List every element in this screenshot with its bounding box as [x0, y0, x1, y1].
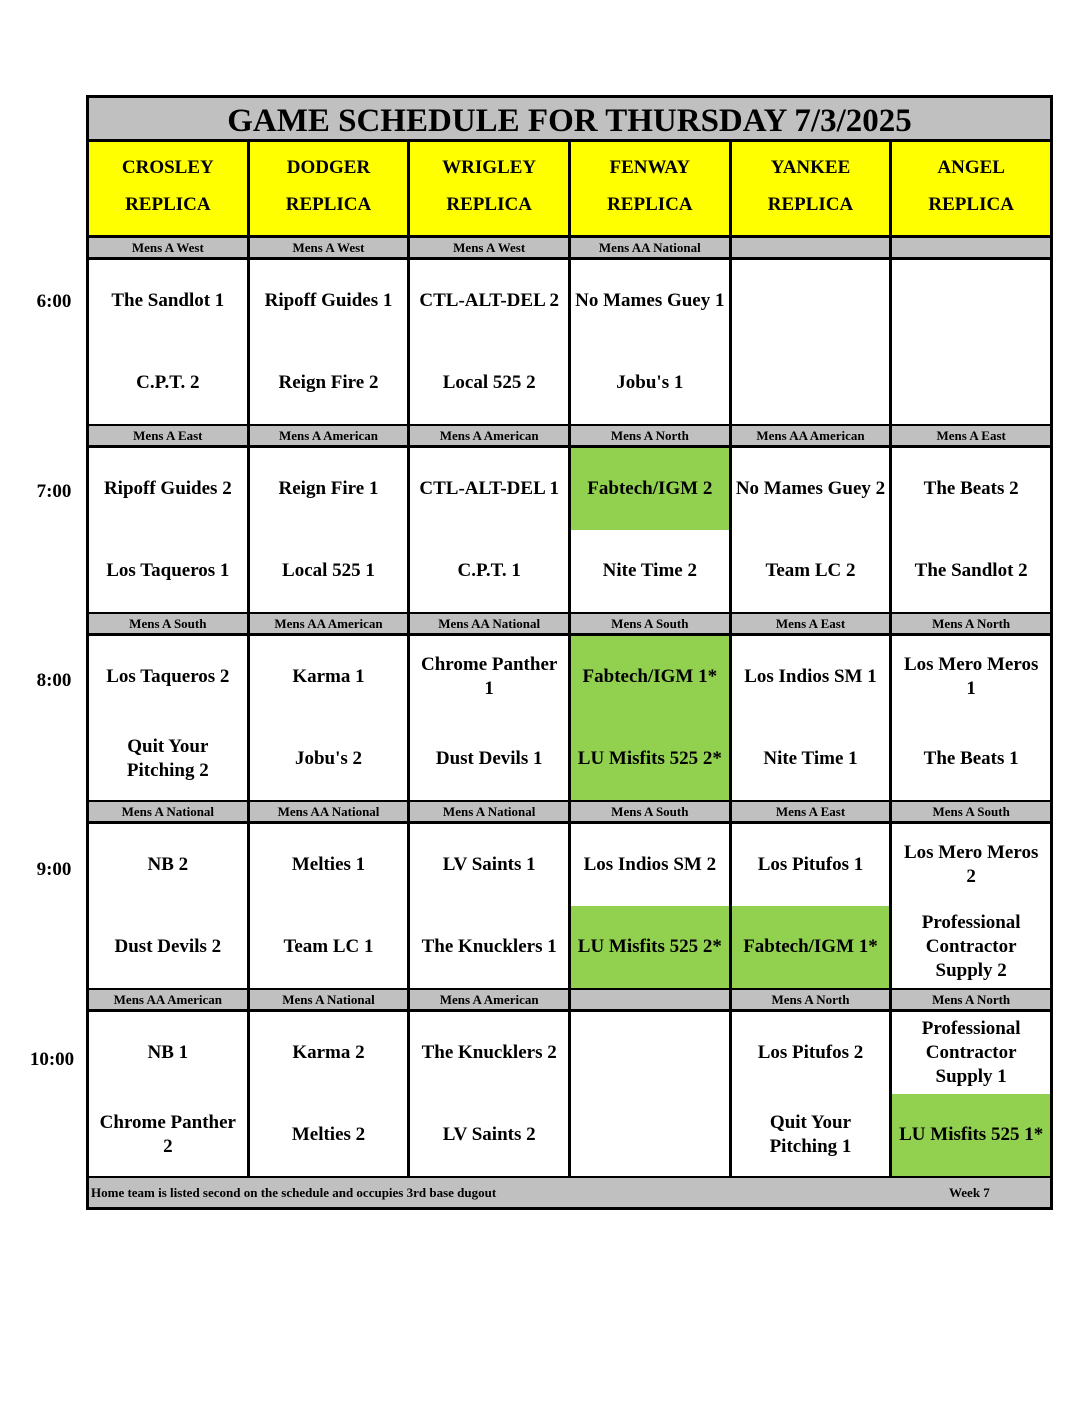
- division-label: Mens A National: [250, 990, 408, 1009]
- division-label: Mens A South: [571, 614, 729, 633]
- away-team: Professional Contractor Supply 1: [892, 1012, 1050, 1094]
- division-label: Mens A North: [892, 614, 1050, 633]
- game-cell: [571, 260, 729, 424]
- field-header-yankee: [732, 142, 890, 235]
- field-name: DODGER: [286, 157, 371, 178]
- time-label: 10:00: [29, 1049, 75, 1070]
- game-cell: [410, 636, 568, 800]
- away-team: CTL-ALT-DEL 1: [410, 448, 568, 530]
- home-team: The Knucklers 1: [410, 906, 568, 988]
- division-label: Mens AA National: [571, 238, 729, 257]
- division-label: Mens A East: [89, 426, 247, 445]
- home-team: Melties 2: [250, 1094, 408, 1176]
- game-cell: [571, 448, 729, 612]
- division-row: [89, 426, 1050, 448]
- home-team: Team LC 2: [732, 530, 890, 612]
- field-name: YANKEE: [770, 157, 851, 178]
- division-row: [89, 238, 1050, 260]
- game-cell: [892, 824, 1050, 988]
- away-team: Fabtech/IGM 1*: [571, 636, 729, 718]
- away-team: Los Pitufos 2: [732, 1012, 890, 1094]
- division-label: Mens A South: [892, 802, 1050, 821]
- division-label: Mens A West: [410, 238, 568, 257]
- away-team: Chrome Panther 1: [410, 636, 568, 718]
- away-team: No Mames Guey 1: [571, 260, 729, 342]
- game-cell: [250, 260, 408, 424]
- home-team: LU Misfits 525 2*: [571, 718, 729, 800]
- home-team: Los Taqueros 1: [89, 530, 247, 612]
- field-name: FENWAY: [609, 157, 691, 178]
- games-row: [89, 448, 1050, 614]
- games-row: [89, 1012, 1050, 1178]
- division-label: [892, 238, 1050, 257]
- home-team: LV Saints 2: [410, 1094, 568, 1176]
- away-team: Los Indios SM 2: [571, 824, 729, 906]
- home-team: Team LC 1: [250, 906, 408, 988]
- division-label: Mens A West: [89, 238, 247, 257]
- away-team: [732, 260, 890, 342]
- schedule-title: GAME SCHEDULE FOR THURSDAY 7/3/2025: [89, 98, 1050, 142]
- home-team: Local 525 2: [410, 342, 568, 424]
- field-name: WRIGLEY: [442, 157, 537, 178]
- home-team: Professional Contractor Supply 2: [892, 906, 1050, 988]
- home-team: C.P.T. 1: [410, 530, 568, 612]
- game-cell: [410, 260, 568, 424]
- home-team: LU Misfits 525 1*: [892, 1094, 1050, 1176]
- division-label: Mens A North: [571, 426, 729, 445]
- game-cell: [732, 636, 890, 800]
- schedule-table: [86, 95, 1053, 1210]
- home-team: Local 525 1: [250, 530, 408, 612]
- away-team: NB 2: [89, 824, 247, 906]
- division-row: [89, 990, 1050, 1012]
- home-team: Dust Devils 1: [410, 718, 568, 800]
- home-team: The Beats 1: [892, 718, 1050, 800]
- home-team: LU Misfits 525 2*: [571, 906, 729, 988]
- game-cell: [732, 1012, 890, 1176]
- home-team: [571, 1094, 729, 1176]
- division-label: Mens AA National: [250, 802, 408, 821]
- field-name: ANGEL: [937, 157, 1005, 178]
- field-header-wrigley: [410, 142, 568, 235]
- games-row: [89, 260, 1050, 426]
- time-label: 6:00: [36, 291, 72, 312]
- field-header-angel: [892, 142, 1050, 235]
- time-label: 8:00: [36, 670, 72, 691]
- game-cell: [892, 260, 1050, 424]
- away-team: Karma 1: [250, 636, 408, 718]
- field-subtitle: REPLICA: [928, 194, 1014, 215]
- away-team: Fabtech/IGM 2: [571, 448, 729, 530]
- division-row: [89, 614, 1050, 636]
- game-cell: [89, 824, 247, 988]
- game-cell: [410, 1012, 568, 1176]
- away-team: Melties 1: [250, 824, 408, 906]
- field-header-dodger: [250, 142, 408, 235]
- home-team: Jobu's 1: [571, 342, 729, 424]
- home-team: Jobu's 2: [250, 718, 408, 800]
- game-cell: [732, 448, 890, 612]
- division-label: [571, 990, 729, 1009]
- home-team: Quit Your Pitching 2: [89, 718, 247, 800]
- game-cell: [250, 636, 408, 800]
- division-label: Mens A East: [732, 802, 890, 821]
- field-name: CROSLEY: [121, 157, 214, 178]
- away-team: [892, 260, 1050, 342]
- away-team: Reign Fire 1: [250, 448, 408, 530]
- home-team: [892, 342, 1050, 424]
- game-cell: [89, 260, 247, 424]
- game-cell: [250, 1012, 408, 1176]
- game-cell: [732, 824, 890, 988]
- game-cell: [89, 448, 247, 612]
- home-team: C.P.T. 2: [89, 342, 247, 424]
- game-cell: [250, 824, 408, 988]
- game-cell: [892, 636, 1050, 800]
- division-label: Mens A American: [250, 426, 408, 445]
- home-team: Fabtech/IGM 1*: [732, 906, 890, 988]
- division-label: Mens A American: [410, 990, 568, 1009]
- away-team: The Beats 2: [892, 448, 1050, 530]
- field-header-crosley: [89, 142, 247, 235]
- games-row: [89, 824, 1050, 990]
- field-subtitle: REPLICA: [285, 194, 372, 215]
- away-team: NB 1: [89, 1012, 247, 1094]
- games-row: [89, 636, 1050, 802]
- away-team: LV Saints 1: [410, 824, 568, 906]
- division-label: Mens AA National: [410, 614, 568, 633]
- division-label: Mens A North: [892, 990, 1050, 1009]
- home-team: Chrome Panther 2: [89, 1094, 247, 1176]
- game-cell: [89, 636, 247, 800]
- away-team: The Knucklers 2: [410, 1012, 568, 1094]
- home-team: Reign Fire 2: [250, 342, 408, 424]
- field-header-row: [89, 142, 1050, 238]
- division-label: Mens A National: [89, 802, 247, 821]
- division-label: Mens A West: [250, 238, 408, 257]
- home-team: The Sandlot 2: [892, 530, 1050, 612]
- footer-row: [89, 1178, 1050, 1207]
- away-team: Los Pitufos 1: [732, 824, 890, 906]
- division-label: Mens A East: [892, 426, 1050, 445]
- home-team: Nite Time 1: [732, 718, 890, 800]
- division-label: Mens AA American: [732, 426, 890, 445]
- away-team: No Mames Guey 2: [732, 448, 890, 530]
- away-team: [571, 1012, 729, 1094]
- division-label: Mens A North: [732, 990, 890, 1009]
- field-subtitle: REPLICA: [607, 194, 693, 215]
- field-subtitle: REPLICA: [125, 194, 211, 215]
- away-team: Los Indios SM 1: [732, 636, 890, 718]
- game-cell: [89, 1012, 247, 1176]
- away-team: CTL-ALT-DEL 2: [410, 260, 568, 342]
- home-team: [732, 342, 890, 424]
- home-team: Nite Time 2: [571, 530, 729, 612]
- away-team: Los Mero Meros 2: [892, 824, 1050, 906]
- division-label: Mens A East: [732, 614, 890, 633]
- game-cell: [892, 1012, 1050, 1176]
- time-label: 7:00: [36, 481, 72, 502]
- division-label: Mens A South: [89, 614, 247, 633]
- away-team: Ripoff Guides 2: [89, 448, 247, 530]
- field-header-fenway: [571, 142, 729, 235]
- away-team: Los Mero Meros 1: [892, 636, 1050, 718]
- game-cell: [571, 636, 729, 800]
- game-cell: [571, 824, 729, 988]
- game-cell: [732, 260, 890, 424]
- away-team: Karma 2: [250, 1012, 408, 1094]
- home-team: Quit Your Pitching 1: [732, 1094, 890, 1176]
- division-label: [732, 238, 890, 257]
- division-label: Mens AA American: [89, 990, 247, 1009]
- game-cell: [410, 448, 568, 612]
- away-team: Los Taqueros 2: [89, 636, 247, 718]
- division-row: [89, 802, 1050, 824]
- away-team: The Sandlot 1: [89, 260, 247, 342]
- home-team: Dust Devils 2: [89, 906, 247, 988]
- division-label: Mens AA American: [250, 614, 408, 633]
- footer-note: Home team is listed second on the schedule and occupies 3rd base dugout: [91, 1185, 497, 1200]
- game-cell: [892, 448, 1050, 612]
- game-cell: [250, 448, 408, 612]
- game-cell: [410, 824, 568, 988]
- game-cell: [571, 1012, 729, 1176]
- division-label: Mens A South: [571, 802, 729, 821]
- time-slots: [89, 238, 1050, 1178]
- division-label: Mens A American: [410, 426, 568, 445]
- away-team: Ripoff Guides 1: [250, 260, 408, 342]
- field-subtitle: REPLICA: [767, 194, 854, 215]
- time-label: 9:00: [36, 859, 72, 880]
- week-label: Week 7: [949, 1185, 990, 1200]
- division-label: Mens A National: [410, 802, 568, 821]
- field-subtitle: REPLICA: [446, 194, 532, 215]
